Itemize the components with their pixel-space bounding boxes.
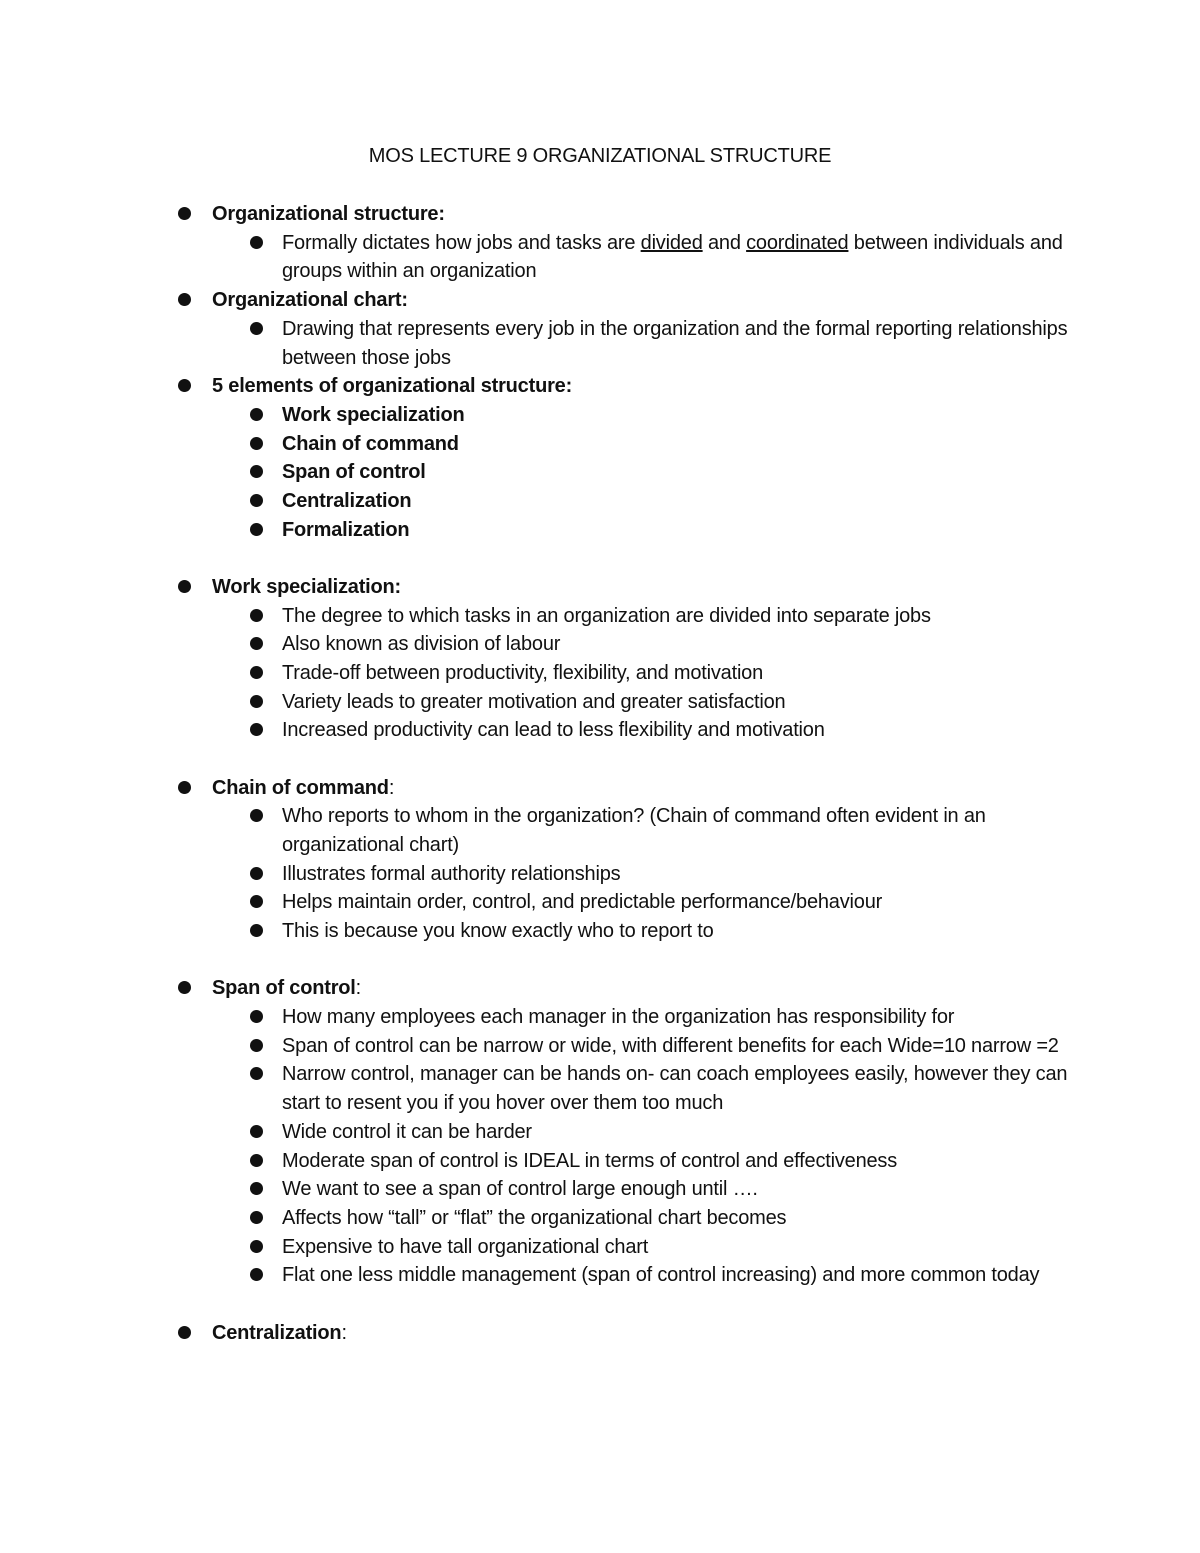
bullet-item [178, 659, 1078, 688]
bullet-item [178, 802, 1078, 859]
item-text: Span of control can be narrow or wide, with different benefits for each Wide=10 narrow =2 [282, 1034, 1059, 1057]
heading-text: Organizational chart: [212, 289, 408, 312]
item-text: Narrow control, manager can be hands on- can coach employees easily, however they can start to resent you if you hover over them too much [282, 1063, 1068, 1115]
bullet-heading [178, 974, 1078, 1003]
item-text: We want to see a span of control large enough until …. [282, 1178, 758, 1201]
bullet-item [178, 315, 1078, 372]
bullet-icon [250, 723, 263, 736]
item-text: Flat one less middle management (span of control increasing) and more common today [282, 1264, 1040, 1287]
section-chain-of-command [178, 774, 1078, 946]
underlined-word-coordinated: coordinated [746, 231, 849, 254]
bullet-icon [250, 1268, 263, 1281]
bullet-item [178, 860, 1078, 889]
bullet-icon [250, 609, 263, 622]
bullet-icon [250, 1154, 263, 1167]
item-text: Trade-off between productivity, flexibility, and motivation [282, 662, 764, 685]
bullet-item [178, 229, 1078, 286]
item-text: Also known as division of labour [282, 633, 561, 656]
bullet-icon [250, 408, 263, 421]
bullet-item [178, 458, 1078, 487]
bullet-icon [250, 1125, 263, 1138]
bullet-heading [178, 286, 1078, 315]
bullet-heading [178, 200, 1078, 229]
bullet-item [178, 630, 1078, 659]
bullet-item [178, 401, 1078, 430]
bullet-icon [250, 637, 263, 650]
bullet-icon [178, 580, 191, 593]
bullet-icon [250, 1010, 263, 1023]
heading-text: Work specialization: [212, 575, 402, 598]
bullet-item [178, 888, 1078, 917]
bullet-item [178, 1261, 1078, 1290]
heading-colon: : [341, 1321, 347, 1344]
bullet-item [178, 430, 1078, 459]
heading-colon: : [388, 776, 395, 799]
bullet-icon [250, 809, 263, 822]
underlined-word-divided: divided [640, 231, 703, 254]
bullet-icon [250, 1067, 263, 1080]
item-text: Affects how “tall” or “flat” the organizational chart becomes [282, 1207, 787, 1229]
bullet-item [178, 1032, 1078, 1061]
bullet-item [178, 917, 1078, 946]
heading-text: Chain of command [212, 776, 389, 799]
page-title: MOS LECTURE 9 ORGANIZATIONAL STRUCTURE [368, 145, 832, 167]
notes-body [178, 200, 1078, 1347]
bullet-item [178, 487, 1078, 516]
item-text: Formalization [282, 518, 410, 541]
bullet-icon [178, 379, 191, 392]
item-text: Illustrates formal authority relationships [282, 862, 621, 885]
heading-colon: : [355, 977, 362, 1000]
section-organizational-chart [178, 286, 1078, 372]
bullet-item [178, 1233, 1078, 1262]
bullet-icon [250, 1240, 263, 1253]
heading-text: 5 elements of organizational structure: [212, 375, 573, 398]
section-work-specialization [178, 573, 1078, 745]
heading-text: Organizational structure: [212, 203, 445, 225]
bullet-icon [250, 494, 263, 507]
item-text: Chain of command [282, 432, 459, 455]
section-centralization [178, 1319, 1078, 1348]
item-text: Who reports to whom in the organization? (Chain of command often evident in an organizational chart) [282, 805, 986, 857]
bullet-icon [250, 236, 263, 249]
item-text-mid: and [702, 231, 747, 254]
item-text: Increased productivity can lead to less flexibility and motivation [282, 719, 825, 742]
bullet-heading [178, 573, 1078, 602]
heading-text: Centralization [212, 1321, 342, 1344]
bullet-item [178, 1175, 1078, 1204]
item-text: Expensive to have tall organizational chart [282, 1235, 649, 1258]
bullet-icon [250, 895, 263, 908]
bullet-icon [250, 465, 263, 478]
bullet-icon [250, 322, 263, 335]
bullet-icon [178, 207, 191, 220]
bullet-icon [178, 1326, 191, 1339]
bullet-icon [250, 437, 263, 450]
section-five-elements [178, 372, 1078, 544]
item-text: This is because you know exactly who to report to [282, 920, 714, 943]
bullet-item [178, 716, 1078, 745]
bullet-heading [178, 774, 1078, 803]
item-text: Drawing that represents every job in the organization and the formal reporting relationships between those jobs [282, 317, 1068, 369]
item-text: Centralization [282, 490, 412, 513]
bullet-item [178, 1060, 1078, 1117]
heading-text: Span of control [212, 977, 356, 1000]
bullet-item [178, 688, 1078, 717]
bullet-heading [178, 372, 1078, 401]
bullet-item [178, 1118, 1078, 1147]
item-text-post: between individuals and groups within an organization [282, 231, 1063, 283]
item-text: The degree to which tasks in an organization are divided into separate jobs [282, 604, 931, 627]
item-text: Moderate span of control is IDEAL in terms of control and effectiveness [282, 1149, 898, 1172]
item-text: Variety leads to greater motivation and greater satisfaction [282, 690, 786, 713]
item-text: Helps maintain order, control, and predictable performance/behaviour [282, 891, 883, 914]
bullet-icon [250, 523, 263, 536]
bullet-icon [250, 867, 263, 880]
bullet-icon [250, 695, 263, 708]
item-text-pre: Formally dictates how jobs and tasks are [282, 231, 641, 254]
bullet-icon [250, 1211, 263, 1224]
bullet-icon [250, 666, 263, 679]
bullet-icon [178, 981, 191, 994]
section-organizational-structure [178, 200, 1078, 286]
bullet-icon [250, 1039, 263, 1052]
item-text: Wide control it can be harder [282, 1120, 532, 1143]
section-span-of-control [178, 974, 1078, 1290]
bullet-icon [250, 1182, 263, 1195]
bullet-item [178, 516, 1078, 545]
bullet-heading [178, 1319, 1078, 1348]
bullet-icon [250, 924, 263, 937]
bullet-item [178, 1204, 1078, 1233]
bullet-icon [178, 293, 191, 306]
bullet-item [178, 602, 1078, 631]
bullet-icon [178, 781, 191, 794]
item-text: How many employees each manager in the organization has responsibility for [282, 1006, 955, 1029]
bullet-item [178, 1003, 1078, 1032]
item-text: Span of control [282, 461, 426, 484]
bullet-item [178, 1147, 1078, 1176]
item-text: Work specialization [282, 403, 465, 426]
